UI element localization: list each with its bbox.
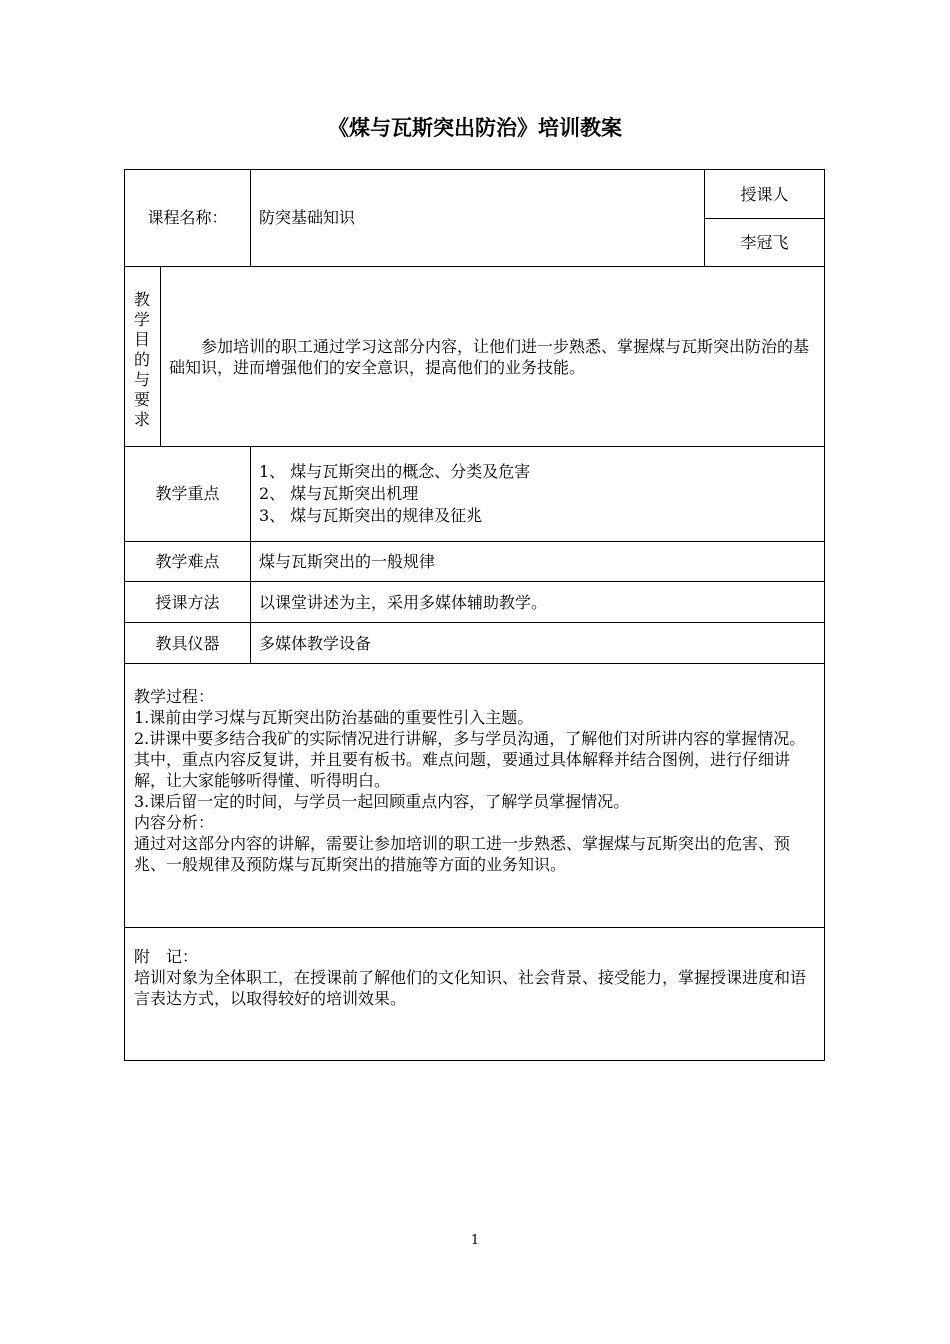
objectives-text: 参加培训的职工通过学习这部分内容，让他们进一步熟悉、掌握煤与瓦斯突出防治的基础知识，进而增强他们的安全意识，提高他们的业务技能。 bbox=[169, 337, 810, 377]
process-section bbox=[134, 686, 816, 875]
column-divider bbox=[160, 266, 161, 447]
objectives-label bbox=[124, 290, 160, 430]
difficulty-value: 煤与瓦斯突出的一般规律 bbox=[259, 552, 436, 571]
equipment-value: 多媒体教学设备 bbox=[259, 634, 372, 653]
course-name-value: 防突基础知识 bbox=[259, 208, 356, 227]
objectives-label-char: 教 bbox=[133, 290, 150, 309]
course-name-label: 课程名称： bbox=[147, 208, 228, 227]
key-point-item: 1、 煤与瓦斯突出的概念、分类及危害 bbox=[259, 462, 531, 481]
objectives-label-char: 与 bbox=[133, 370, 150, 389]
column-divider bbox=[250, 169, 251, 267]
instructor-name: 李冠飞 bbox=[740, 233, 789, 252]
objectives-label-char: 的 bbox=[133, 350, 150, 369]
row-divider bbox=[124, 541, 825, 542]
process-heading: 教学过程： bbox=[134, 687, 215, 706]
process-step: 2.讲课中要多结合我矿的实际情况进行讲解，多与学员沟通，了解他们对所讲内容的掌握情况。其中，重点内容反复讲，并且要有板书。难点问题，要通过具体解释并结合图例，进行仔细讲解，让大家能够听得懂、听得明白。 bbox=[134, 729, 806, 790]
row-divider bbox=[124, 663, 825, 664]
page-number: 1 bbox=[470, 1233, 480, 1248]
key-points-label: 教学重点 bbox=[155, 484, 220, 503]
key-point-item: 2、 煤与瓦斯突出机理 bbox=[259, 484, 419, 503]
process-step: 1.课前由学习煤与瓦斯突出防治基础的重要性引入主题。 bbox=[134, 708, 534, 727]
row-divider bbox=[124, 581, 825, 582]
instructor-label: 授课人 bbox=[740, 185, 789, 204]
column-divider bbox=[250, 446, 251, 664]
objectives-label-char: 求 bbox=[133, 410, 150, 429]
table-border-top bbox=[124, 169, 825, 170]
document-title: 《煤与瓦斯突出防治》培训教案 bbox=[328, 116, 622, 140]
process-step: 3.课后留一定的时间，与学员一起回顾重点内容，了解学员掌握情况。 bbox=[134, 792, 630, 811]
row-divider bbox=[124, 266, 825, 267]
notes-section bbox=[134, 946, 816, 1009]
method-value: 以课堂讲述为主，采用多媒体辅助教学。 bbox=[259, 593, 548, 612]
objectives-label-char: 学 bbox=[133, 310, 150, 329]
lesson-plan-table bbox=[124, 169, 825, 1061]
method-label: 授课方法 bbox=[155, 593, 220, 612]
objectives-label-char: 要 bbox=[133, 390, 150, 409]
notes-heading: 附 记： bbox=[134, 947, 199, 966]
equipment-label: 教具仪器 bbox=[155, 634, 220, 653]
row-divider bbox=[124, 622, 825, 623]
difficulty-label: 教学难点 bbox=[155, 552, 220, 571]
notes-text: 培训对象为全体职工，在授课前了解他们的文化知识、社会背景、接受能力，掌握授课进度和语言表达方式，以取得较好的培训效果。 bbox=[134, 968, 807, 1008]
key-point-item: 3、 煤与瓦斯突出的规律及征兆 bbox=[259, 506, 483, 525]
table-border-bottom bbox=[124, 1060, 825, 1061]
analysis-text: 通过对这部分内容的讲解，需要让参加培训的职工进一步熟悉、掌握煤与瓦斯突出的危害、预兆、一般规律及预防煤与瓦斯突出的措施等方面的业务知识。 bbox=[134, 834, 791, 874]
instructor-divider bbox=[704, 218, 825, 219]
analysis-heading: 内容分析： bbox=[134, 813, 215, 832]
row-divider bbox=[124, 927, 825, 928]
row-divider bbox=[124, 446, 825, 447]
objectives-label-char: 目 bbox=[133, 330, 150, 349]
